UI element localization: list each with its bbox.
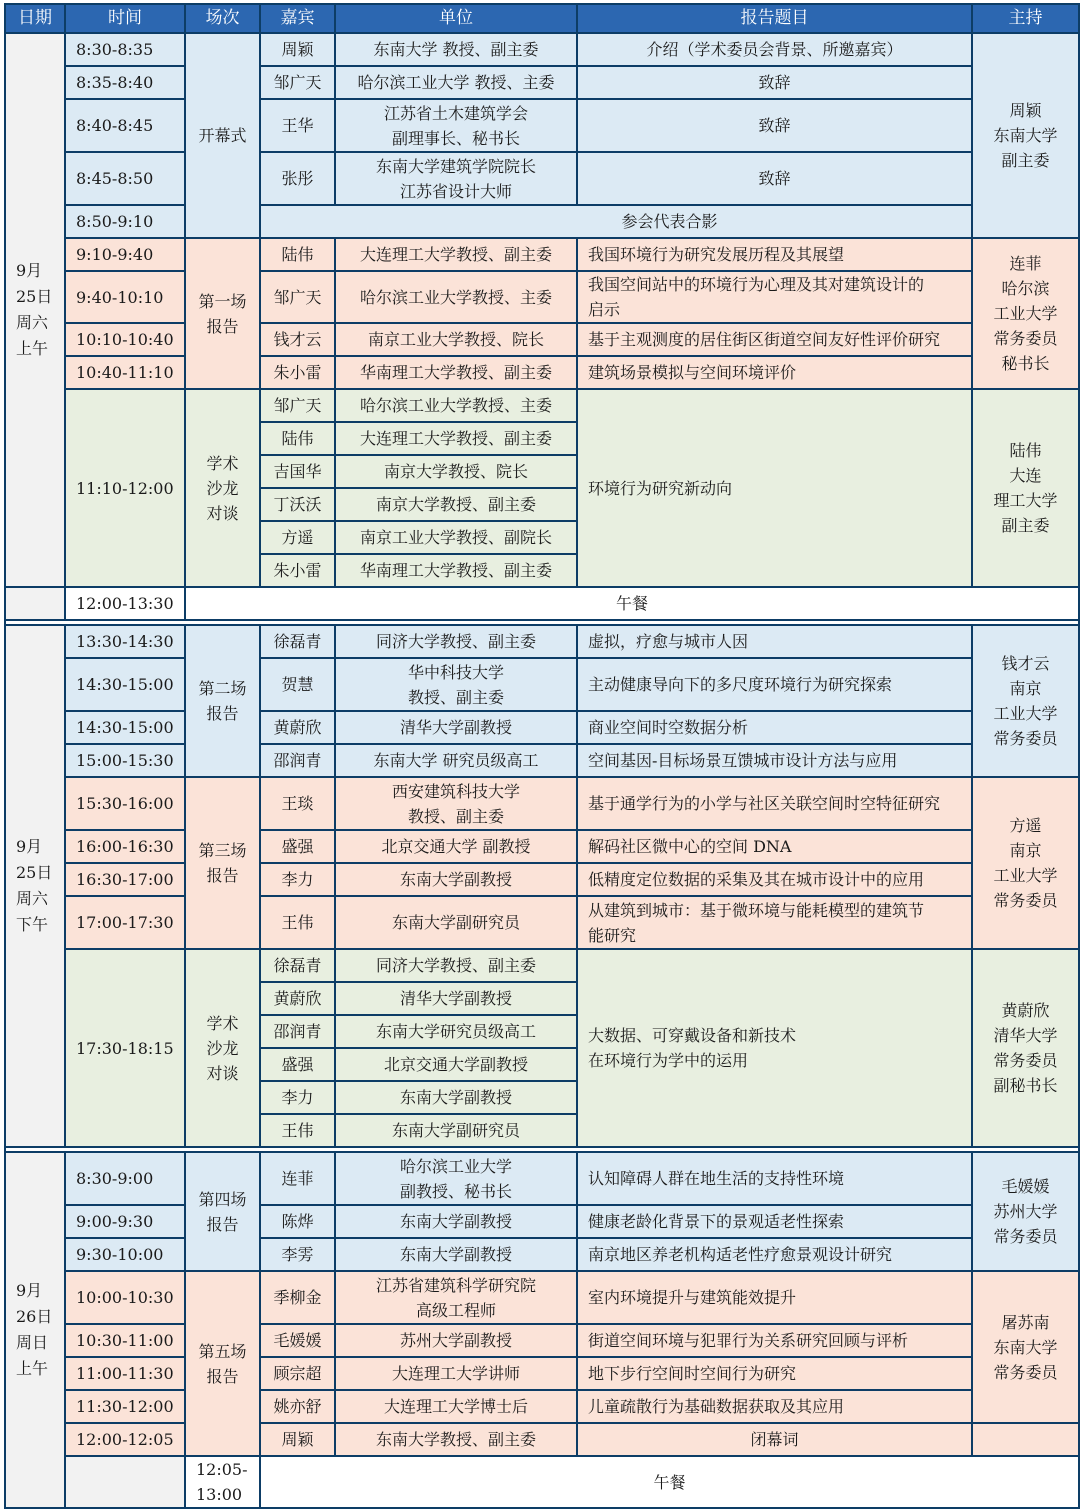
time-cell: 16:30-17:00 — [65, 863, 185, 896]
unit-cell: 苏州大学副教授 — [335, 1324, 577, 1357]
unit-cell: 哈尔滨工业大学 副教授、秘书长 — [335, 1152, 577, 1205]
host-cell: 方遥 南京 工业大学 常务委员 — [972, 777, 1079, 949]
column-header: 主持 — [972, 4, 1079, 33]
guest-cell: 李力 — [260, 863, 335, 896]
topic-cell: 基于通学行为的小学与社区关联空间时空特征研究 — [577, 777, 972, 830]
topic-cell: 致辞 — [577, 66, 972, 99]
topic-cell: 主动健康导向下的多尺度环境行为研究探索 — [577, 658, 972, 711]
topic-cell: 地下步行空间时空间行为研究 — [577, 1357, 972, 1390]
unit-cell: 东南大学副教授 — [335, 863, 577, 896]
unit-cell: 东南大学 研究员级高工 — [335, 744, 577, 777]
unit-cell: 东南大学教授、副主委 — [335, 1423, 577, 1456]
unit-cell: 江苏省土木建筑学会 副理事长、秘书长 — [335, 99, 577, 152]
topic-cell: 儿童疏散行为基础数据获取及其应用 — [577, 1390, 972, 1423]
date-cell: 9月 25日 周六 下午 — [5, 625, 65, 1147]
guest-cell: 李力 — [260, 1081, 335, 1114]
host-cell: 陆伟 大连 理工大学 副主委 — [972, 389, 1079, 587]
table-row — [5, 1152, 1079, 1205]
topic-cell: 环境行为研究新动向 — [577, 389, 972, 587]
topic-cell: 健康老龄化背景下的景观适老性探索 — [577, 1205, 972, 1238]
guest-cell: 姚亦舒 — [260, 1390, 335, 1423]
guest-cell: 黄蔚欣 — [260, 982, 335, 1015]
guest-cell: 王伟 — [260, 896, 335, 949]
table-row — [5, 1423, 1079, 1456]
topic-cell: 闭幕词 — [577, 1423, 972, 1456]
topic-cell: 南京地区养老机构适老性疗愈景观设计研究 — [577, 1238, 972, 1271]
topic-cell: 解码社区微中心的空间 DNA — [577, 830, 972, 863]
guest-cell: 陈烨 — [260, 1205, 335, 1238]
session-1: 第一场 报告 — [185, 238, 260, 389]
time-cell: 8:30-9:00 — [65, 1152, 185, 1205]
session-salon-1: 学术 沙龙 对谈 — [185, 389, 260, 587]
guest-cell: 朱小雷 — [260, 356, 335, 389]
table-row — [5, 66, 1079, 99]
table-row — [5, 1357, 1079, 1390]
guest-cell: 贺慧 — [260, 658, 335, 711]
table-row — [5, 658, 1079, 711]
guest-cell: 毛媛媛 — [260, 1324, 335, 1357]
merged-cell: 午餐 — [185, 587, 1079, 620]
host-cell: 周颖 东南大学 副主委 — [972, 33, 1079, 238]
unit-cell: 江苏省建筑科学研究院 高级工程师 — [335, 1271, 577, 1324]
topic-cell: 商业空间时空数据分析 — [577, 711, 972, 744]
guest-cell: 张彤 — [260, 152, 335, 205]
host-cell: 连菲 哈尔滨 工业大学 常务委员 秘书长 — [972, 238, 1079, 389]
guest-cell: 徐磊青 — [260, 949, 335, 982]
topic-cell: 室内环境提升与建筑能效提升 — [577, 1271, 972, 1324]
time-cell: 14:30-15:00 — [65, 711, 185, 744]
table-row — [5, 1238, 1079, 1271]
topic-cell: 我国空间站中的环境行为心理及其对建筑设计的 启示 — [577, 271, 972, 323]
unit-cell: 东南大学副教授 — [335, 1238, 577, 1271]
unit-cell: 东南大学建筑学院院长 江苏省设计大师 — [335, 152, 577, 205]
session-5: 第五场 报告 — [185, 1271, 260, 1456]
topic-cell: 基于主观测度的居住街区街道空间友好性评价研究 — [577, 323, 972, 356]
column-header: 时间 — [65, 4, 185, 33]
merged-cell: 参会代表合影 — [260, 205, 1079, 238]
topic-cell: 认知障碍人群在地生活的支持性环境 — [577, 1152, 972, 1205]
time-cell: 17:00-17:30 — [65, 896, 185, 949]
guest-cell: 李雱 — [260, 1238, 335, 1271]
unit-cell: 哈尔滨工业大学教授、主委 — [335, 389, 577, 422]
guest-cell: 朱小雷 — [260, 554, 335, 587]
unit-cell: 华南理工大学教授、副主委 — [335, 554, 577, 587]
table-row — [5, 33, 1079, 66]
session-2: 第二场 报告 — [185, 625, 260, 777]
table-row — [5, 356, 1079, 389]
guest-cell: 黄蔚欣 — [260, 711, 335, 744]
date-cell: 9月 25日 周六 上午 — [5, 33, 65, 587]
table-row — [5, 949, 1079, 982]
unit-cell: 哈尔滨工业大学教授、主委 — [335, 271, 577, 323]
table-row — [5, 238, 1079, 271]
guest-cell: 丁沃沃 — [260, 488, 335, 521]
unit-cell: 西安建筑科技大学 教授、副主委 — [335, 777, 577, 830]
table-row — [5, 1324, 1079, 1357]
guest-cell: 连菲 — [260, 1152, 335, 1205]
time-cell: 9:10-9:40 — [65, 238, 185, 271]
guest-cell: 盛强 — [260, 1048, 335, 1081]
time-cell: 8:30-8:35 — [65, 33, 185, 66]
guest-cell: 邹广天 — [260, 271, 335, 323]
session-opening: 开幕式 — [185, 33, 260, 238]
time-cell: 12:00-13:30 — [65, 587, 185, 620]
table-row — [5, 1271, 1079, 1324]
table-row — [5, 323, 1079, 356]
table-row — [5, 1390, 1079, 1423]
guest-cell: 王琰 — [260, 777, 335, 830]
column-header: 嘉宾 — [260, 4, 335, 33]
unit-cell: 东南大学副研究员 — [335, 1114, 577, 1147]
table-row — [5, 896, 1079, 949]
time-cell: 8:40-8:45 — [65, 99, 185, 152]
guest-cell: 邹广天 — [260, 66, 335, 99]
table-row — [5, 863, 1079, 896]
table-row — [5, 152, 1079, 205]
topic-cell: 介绍（学术委员会背景、所邀嘉宾） — [577, 33, 972, 66]
time-cell: 12:05-13:00 — [185, 1456, 260, 1508]
time-cell: 8:45-8:50 — [65, 152, 185, 205]
guest-cell: 邹广天 — [260, 389, 335, 422]
merged-row — [5, 587, 1079, 620]
guest-cell: 盛强 — [260, 830, 335, 863]
unit-cell: 北京交通大学副教授 — [335, 1048, 577, 1081]
guest-cell: 邵润青 — [260, 1015, 335, 1048]
topic-cell: 我国环境行为研究发展历程及其展望 — [577, 238, 972, 271]
time-cell: 12:00-12:05 — [65, 1423, 185, 1456]
host-cell: 黄蔚欣 清华大学 常务委员 副秘书长 — [972, 949, 1079, 1147]
header-row — [5, 4, 1079, 33]
guest-cell: 吉国华 — [260, 455, 335, 488]
unit-cell: 东南大学副教授 — [335, 1081, 577, 1114]
topic-cell: 致辞 — [577, 152, 972, 205]
merged-row — [5, 205, 1079, 238]
unit-cell: 南京工业大学教授、院长 — [335, 323, 577, 356]
unit-cell: 清华大学副教授 — [335, 982, 577, 1015]
guest-cell: 季柳金 — [260, 1271, 335, 1324]
unit-cell: 哈尔滨工业大学 教授、主委 — [335, 66, 577, 99]
topic-cell: 低精度定位数据的采集及其在城市设计中的应用 — [577, 863, 972, 896]
unit-cell: 南京大学教授、院长 — [335, 455, 577, 488]
table-row — [5, 271, 1079, 323]
time-cell: 10:40-11:10 — [65, 356, 185, 389]
table-row — [5, 711, 1079, 744]
unit-cell: 东南大学副研究员 — [335, 896, 577, 949]
topic-cell: 建筑场景模拟与空间环境评价 — [577, 356, 972, 389]
unit-cell: 东南大学 教授、副主委 — [335, 33, 577, 66]
time-cell: 11:00-11:30 — [65, 1357, 185, 1390]
time-cell: 13:30-14:30 — [65, 625, 185, 658]
time-cell: 10:30-11:00 — [65, 1324, 185, 1357]
unit-cell: 华中科技大学 教授、副主委 — [335, 658, 577, 711]
topic-cell: 致辞 — [577, 99, 972, 152]
host-cell: 钱才云 南京 工业大学 常务委员 — [972, 625, 1079, 777]
guest-cell: 邵润青 — [260, 744, 335, 777]
unit-cell: 清华大学副教授 — [335, 711, 577, 744]
topic-cell: 虚拟，疗愈与城市人因 — [577, 625, 972, 658]
date-cell: 9月 26日 周日 上午 — [5, 1152, 65, 1508]
session-3: 第三场 报告 — [185, 777, 260, 949]
guest-cell: 王伟 — [260, 1114, 335, 1147]
time-cell: 8:35-8:40 — [65, 66, 185, 99]
merged-row — [5, 1456, 1079, 1508]
date-cell-empty — [5, 587, 65, 620]
time-cell: 16:00-16:30 — [65, 830, 185, 863]
table-row — [5, 1205, 1079, 1238]
unit-cell: 华南理工大学教授、副主委 — [335, 356, 577, 389]
merged-cell: 午餐 — [260, 1456, 1079, 1508]
time-cell: 10:00-10:30 — [65, 1271, 185, 1324]
table-row — [5, 625, 1079, 658]
column-header: 单位 — [335, 4, 577, 33]
time-cell: 14:30-15:00 — [65, 658, 185, 711]
time-cell: 15:00-15:30 — [65, 744, 185, 777]
time-cell: 9:40-10:10 — [65, 271, 185, 323]
time-cell: 11:10-12:00 — [65, 389, 185, 587]
unit-cell: 大连理工大学教授、副主委 — [335, 422, 577, 455]
unit-cell: 东南大学副教授 — [335, 1205, 577, 1238]
table-row — [5, 777, 1079, 830]
guest-cell: 顾宗超 — [260, 1357, 335, 1390]
host-cell: 毛媛媛 苏州大学 常务委员 — [972, 1152, 1079, 1271]
guest-cell: 周颖 — [260, 33, 335, 66]
table-row — [5, 389, 1079, 422]
column-header: 场次 — [185, 4, 260, 33]
topic-cell: 街道空间环境与犯罪行为关系研究回顾与评析 — [577, 1324, 972, 1357]
host-cell: 屠苏南 东南大学 常务委员 — [972, 1271, 1079, 1423]
guest-cell: 钱才云 — [260, 323, 335, 356]
topic-cell: 大数据、可穿戴设备和新技术 在环境行为学中的运用 — [577, 949, 972, 1147]
table-row — [5, 99, 1079, 152]
unit-cell: 南京工业大学教授、副院长 — [335, 521, 577, 554]
column-header: 报告题目 — [577, 4, 972, 33]
unit-cell: 南京大学教授、副主委 — [335, 488, 577, 521]
unit-cell: 大连理工大学博士后 — [335, 1390, 577, 1423]
guest-cell: 陆伟 — [260, 238, 335, 271]
session-4: 第四场 报告 — [185, 1152, 260, 1271]
topic-cell: 空间基因-目标场景互馈城市设计方法与应用 — [577, 744, 972, 777]
unit-cell: 北京交通大学 副教授 — [335, 830, 577, 863]
host-cell-empty — [972, 1423, 1079, 1456]
unit-cell: 同济大学教授、副主委 — [335, 949, 577, 982]
guest-cell: 周颖 — [260, 1423, 335, 1456]
time-cell: 8:50-9:10 — [65, 205, 185, 238]
unit-cell: 大连理工大学讲师 — [335, 1357, 577, 1390]
time-cell: 15:30-16:00 — [65, 777, 185, 830]
topic-cell: 从建筑到城市：基于微环境与能耗模型的建筑节 能研究 — [577, 896, 972, 949]
guest-cell: 徐磊青 — [260, 625, 335, 658]
time-cell: 11:30-12:00 — [65, 1390, 185, 1423]
table-row — [5, 830, 1079, 863]
date-cell-empty — [65, 1456, 185, 1508]
time-cell: 10:10-10:40 — [65, 323, 185, 356]
column-header: 日期 — [5, 4, 65, 33]
time-cell: 9:00-9:30 — [65, 1205, 185, 1238]
session-salon-2: 学术 沙龙 对谈 — [185, 949, 260, 1147]
unit-cell: 东南大学研究员级高工 — [335, 1015, 577, 1048]
time-cell: 9:30-10:00 — [65, 1238, 185, 1271]
guest-cell: 王华 — [260, 99, 335, 152]
guest-cell: 方遥 — [260, 521, 335, 554]
time-cell: 17:30-18:15 — [65, 949, 185, 1147]
schedule-table — [4, 3, 1080, 1509]
table-row — [5, 744, 1079, 777]
guest-cell: 陆伟 — [260, 422, 335, 455]
unit-cell: 大连理工大学教授、副主委 — [335, 238, 577, 271]
unit-cell: 同济大学教授、副主委 — [335, 625, 577, 658]
